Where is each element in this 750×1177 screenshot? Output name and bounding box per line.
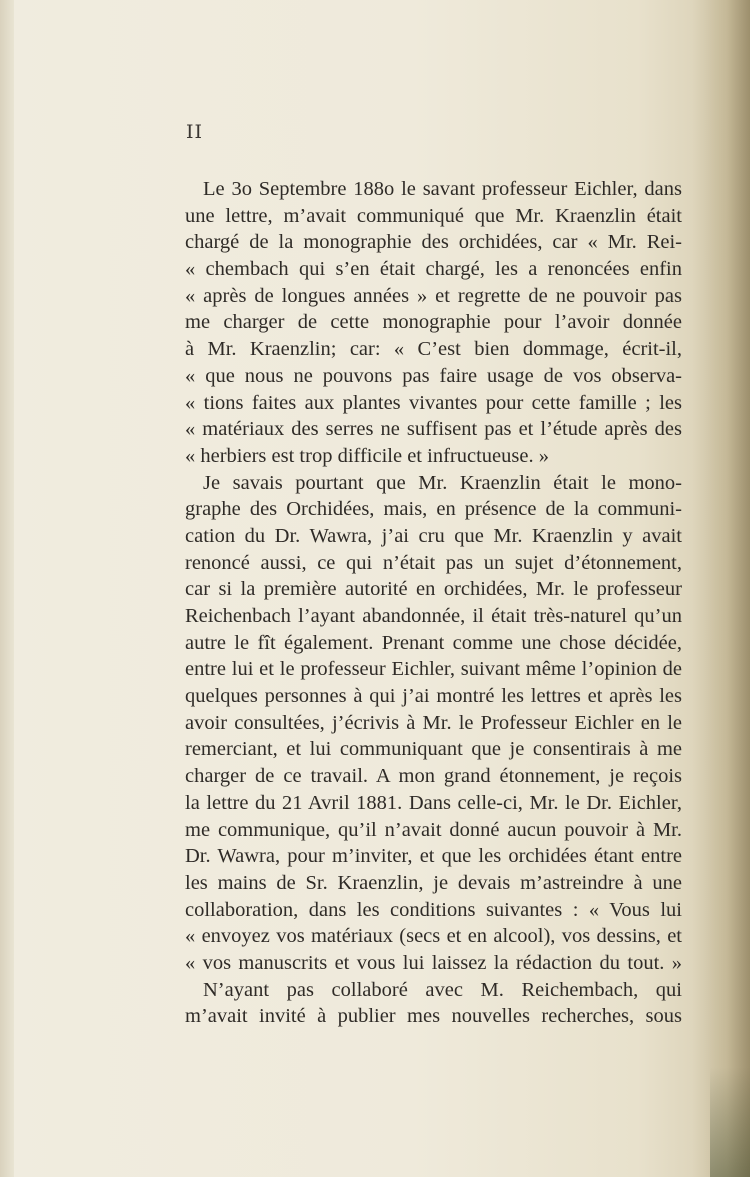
- page-edge-shadow: [692, 0, 750, 1177]
- text-line: « chembach qui s’en était chargé, les a renoncées enfin: [185, 258, 682, 281]
- text-line: une lettre, m’avait communiqué que Mr. Kraenzlin était: [185, 204, 682, 227]
- text-line: avoir consultées, j’écrivis à Mr. le Professeur Eichler en le: [185, 711, 682, 734]
- text-line: « herbiers est trop difficile et infructueuse. »: [185, 444, 549, 467]
- text-line: charger de ce travail. A mon grand étonnement, je reçois: [185, 765, 682, 788]
- text-line: Le 3o Septembre 188o le savant professeur Eichler, dans: [203, 178, 682, 200]
- text-line: remerciant, et lui communiquant que je consentirais à me: [185, 738, 682, 761]
- text-line: à Mr. Kraenzlin; car: « C’est bien dommage, écrit-il,: [185, 338, 682, 361]
- text-line: renoncé aussi, ce qui n’était pas un sujet d’étonnement,: [185, 551, 682, 574]
- text-line: les mains de Sr. Kraenzlin, je devais m’astreindre à une: [185, 871, 682, 894]
- page-corner-shadow: [710, 1067, 750, 1177]
- text-line: N’ayant pas collaboré avec M. Reichembach, qui: [203, 978, 682, 1001]
- text-line: cation du Dr. Wawra, j’ai cru que Mr. Kraenzlin y avait: [185, 524, 682, 547]
- text-line: « vos manuscrits et vous lui laissez la rédaction du tout. »: [185, 951, 682, 974]
- text-line: « que nous ne pouvons pas faire usage de vos observa-: [185, 364, 682, 387]
- text-line: collaboration, dans les conditions suivantes : « Vous lui: [185, 898, 682, 921]
- text-line: chargé de la monographie des orchidées, car « Mr. Rei-: [185, 231, 682, 254]
- text-line: me communique, qu’il n’avait donné aucun pouvoir à Mr.: [185, 818, 682, 841]
- text-line: car si la première autorité en orchidées, Mr. le professeur: [185, 578, 682, 601]
- text-line: m’avait invité à publier mes nouvelles recherches, sous: [185, 1005, 682, 1028]
- text-line: la lettre du 21 Avril 1881. Dans celle-ci, Mr. le Dr. Eichler,: [185, 791, 682, 814]
- text-line: « tions faites aux plantes vivantes pour cette famille ; les: [185, 391, 682, 414]
- text-line: « matériaux des serres ne suffisent pas et l’étude après des: [185, 418, 682, 441]
- text-line: autre le fît également. Prenant comme une chose décidée,: [185, 631, 682, 654]
- text-line: Je savais pourtant que Mr. Kraenzlin était le mono-: [203, 471, 682, 494]
- body-text: [185, 176, 682, 1030]
- text-line: entre lui et le professeur Eichler, suivant même l’opinion de: [185, 658, 682, 681]
- text-line: « envoyez vos matériaux (secs et en alcool), vos dessins, et: [185, 925, 682, 948]
- text-line: Dr. Wawra, pour m’inviter, et que les orchidées étant entre: [185, 845, 682, 868]
- text-line: quelques personnes à qui j’ai montré les lettres et après les: [185, 685, 682, 708]
- text-line: « après de longues années » et regrette de ne pouvoir pas: [185, 284, 682, 307]
- text-line: Reichenbach l’ayant abandonnée, il était très-naturel qu’un: [185, 605, 682, 627]
- page-number: II: [186, 121, 204, 143]
- page-gutter: [0, 0, 14, 1177]
- text-line: graphe des Orchidées, mais, en présence de la communi-: [185, 498, 682, 521]
- text-line: me charger de cette monographie pour l’avoir donnée: [185, 311, 682, 334]
